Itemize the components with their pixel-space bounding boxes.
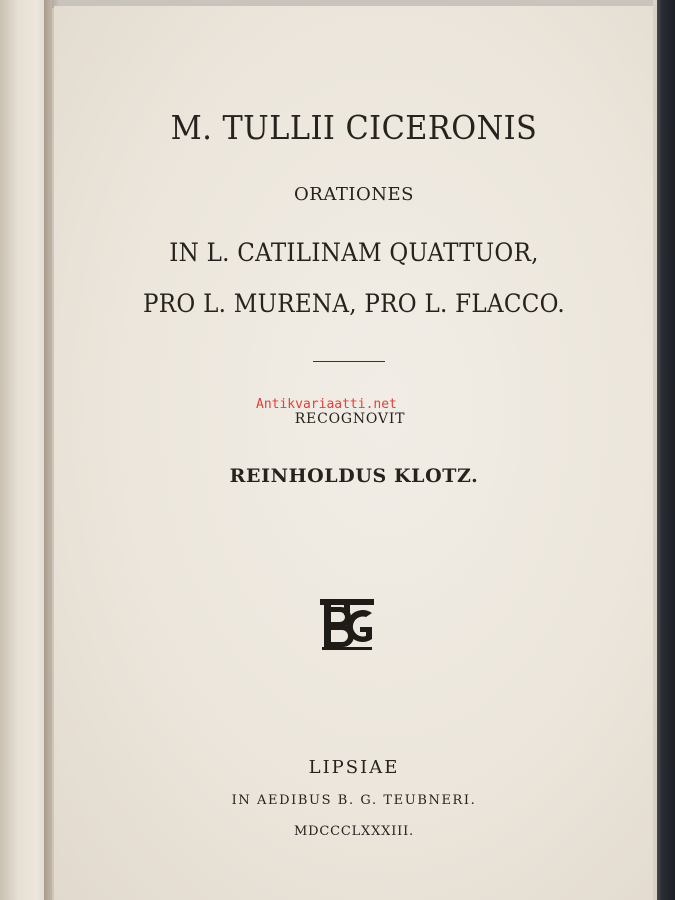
contents-line-2: PRO L. MURENA, PRO L. FLACCO. [143, 289, 565, 318]
editor-prefix: RECOGNOVIT [294, 411, 406, 427]
book-title: M. TULLII CICERONIS [170, 108, 538, 147]
editor-name: REINHOLDUS KLOTZ. [229, 465, 479, 487]
teubner-monogram-icon [318, 597, 376, 651]
publication-year: MDCCCLXXXIII. [294, 824, 414, 839]
publisher: IN AEDIBUS B. G. TEUBNERI. [231, 793, 477, 808]
contents-line-1: IN L. CATILINAM QUATTUOR, [169, 238, 539, 267]
book-subtitle: ORATIONES [294, 184, 414, 205]
publication-place: LIPSIAE [308, 757, 400, 778]
book-cover-edge [653, 0, 675, 900]
divider-rule [313, 361, 385, 362]
watermark-text: Antikvariaatti.net [256, 397, 397, 412]
